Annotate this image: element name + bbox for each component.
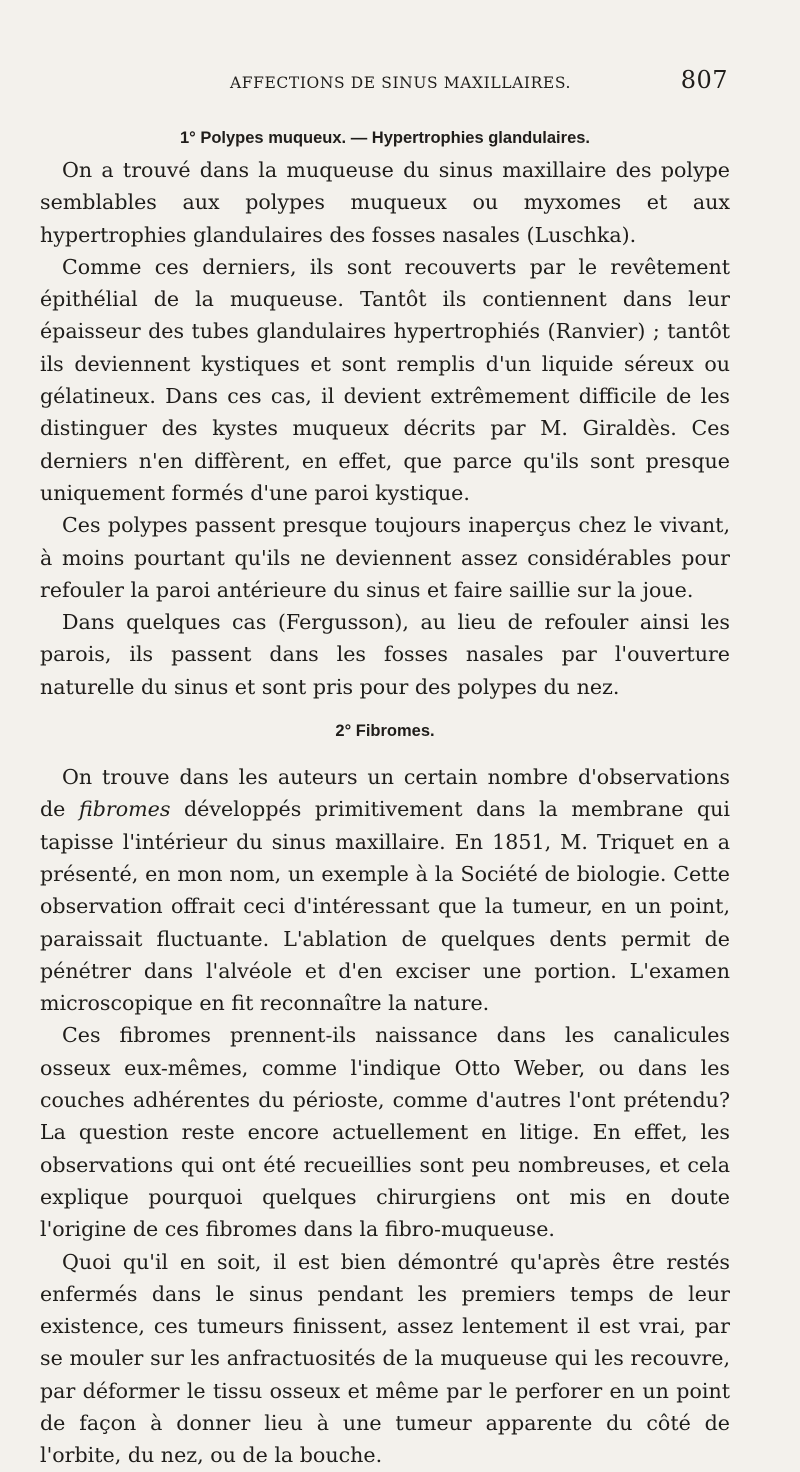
paragraph-fibromes-1: [40, 761, 730, 1019]
paragraph-polypes-2: Comme ces derniers, ils sont recouverts par le revêtement épithélial de la muqueuse. Tantôt ils contiennent dans leur épaisseur des tubes glandulaires hypertrophiés (Ranvier) ; tantôt ils deviennent kystiques et sont remplis d'un liquide séreux ou gélatineux. Dans ces cas, il devient extrêmement difficile de les distinguer des kystes muqueux décrits par M. Giraldès. Ces derniers n'en diffèrent, en effet, que parce qu'ils sont presque uniquement formés d'une paroi kystique.: [40, 254, 730, 505]
book-page: [40, 60, 730, 1468]
section-heading-polypes: 1° Polypes muqueux. — Hypertrophies glandulaires.: [179, 129, 591, 147]
paragraph-fibromes-1-after: développés primitivement dans la membrane qui tapisse l'intérieur du sinus maxillaire. En 1851, M. Triquet en a présenté, en mon nom, un exemple à la Société de biologie. Cette observation offrait ceci d'intéressant que la tumeur, en un point, paraissait fluctuante. L'ablation de quelques dents permit de pénétrer dans l'alvéole et d'en exciser une portion. L'examen microscopique en fit reconnaître la nature.: [40, 797, 730, 1016]
running-header: [40, 60, 730, 100]
section-heading-fibromes: 2° Fibromes.: [335, 722, 435, 741]
paragraph-fibromes-1-before: On trouve dans les auteurs un certain nombre d'observations de: [40, 765, 730, 822]
paragraph-fibromes-3: Quoi qu'il en soit, il est bien démontré qu'après être restés enfermés dans le sinus pendant les premiers temps de leur existence, ces tumeurs finissent, assez lentement il est vrai, par se mouler sur les anfractuosités de la muqueuse qui les recouvre, par déformer le tissu osseux et même par le perforer en un point de façon à donner lieu à une tumeur apparente du côté de l'orbite, du nez, ou de la bouche.: [40, 1249, 730, 1468]
page-number: 807: [680, 66, 728, 94]
emphasis-fibromes: fibromes: [78, 797, 171, 822]
paragraph-polypes-1: On a trouvé dans la muqueuse du sinus maxillaire des polype semblables aux polypes muqueux ou myxomes et aux hypertrophies glandulaires des fosses nasales (Luschka).: [40, 158, 730, 247]
running-title: AFFECTIONS DE SINUS MAXILLAIRES.: [230, 74, 572, 92]
paragraph-polypes-3: Ces polypes passent presque toujours inaperçus chez le vivant, à moins pourtant qu'ils ne deviennent assez considérables pour refouler la paroi antérieure du sinus et faire saillie sur la joue.: [40, 513, 730, 602]
paragraph-polypes-4: Dans quelques cas (Fergusson), au lieu de refouler ainsi les parois, ils passent dans les fosses nasales par l'ouverture naturelle du sinus et sont pris pour des polypes du nez.: [40, 610, 730, 699]
body-text: [40, 122, 730, 1472]
paragraph-fibromes-2: Ces fibromes prennent-ils naissance dans les canalicules osseux eux-mêmes, comme l'indique Otto Weber, ou dans les couches adhérentes du périoste, comme d'autres l'ont prétendu? La question reste encore actuellement en litige. En effet, les observations qui ont été recueillies sont peu nombreuses, et cela explique pourquoi quelques chirurgiens ont mis en doute l'origine de ces fibromes dans la fibro-muqueuse.: [40, 1023, 730, 1242]
